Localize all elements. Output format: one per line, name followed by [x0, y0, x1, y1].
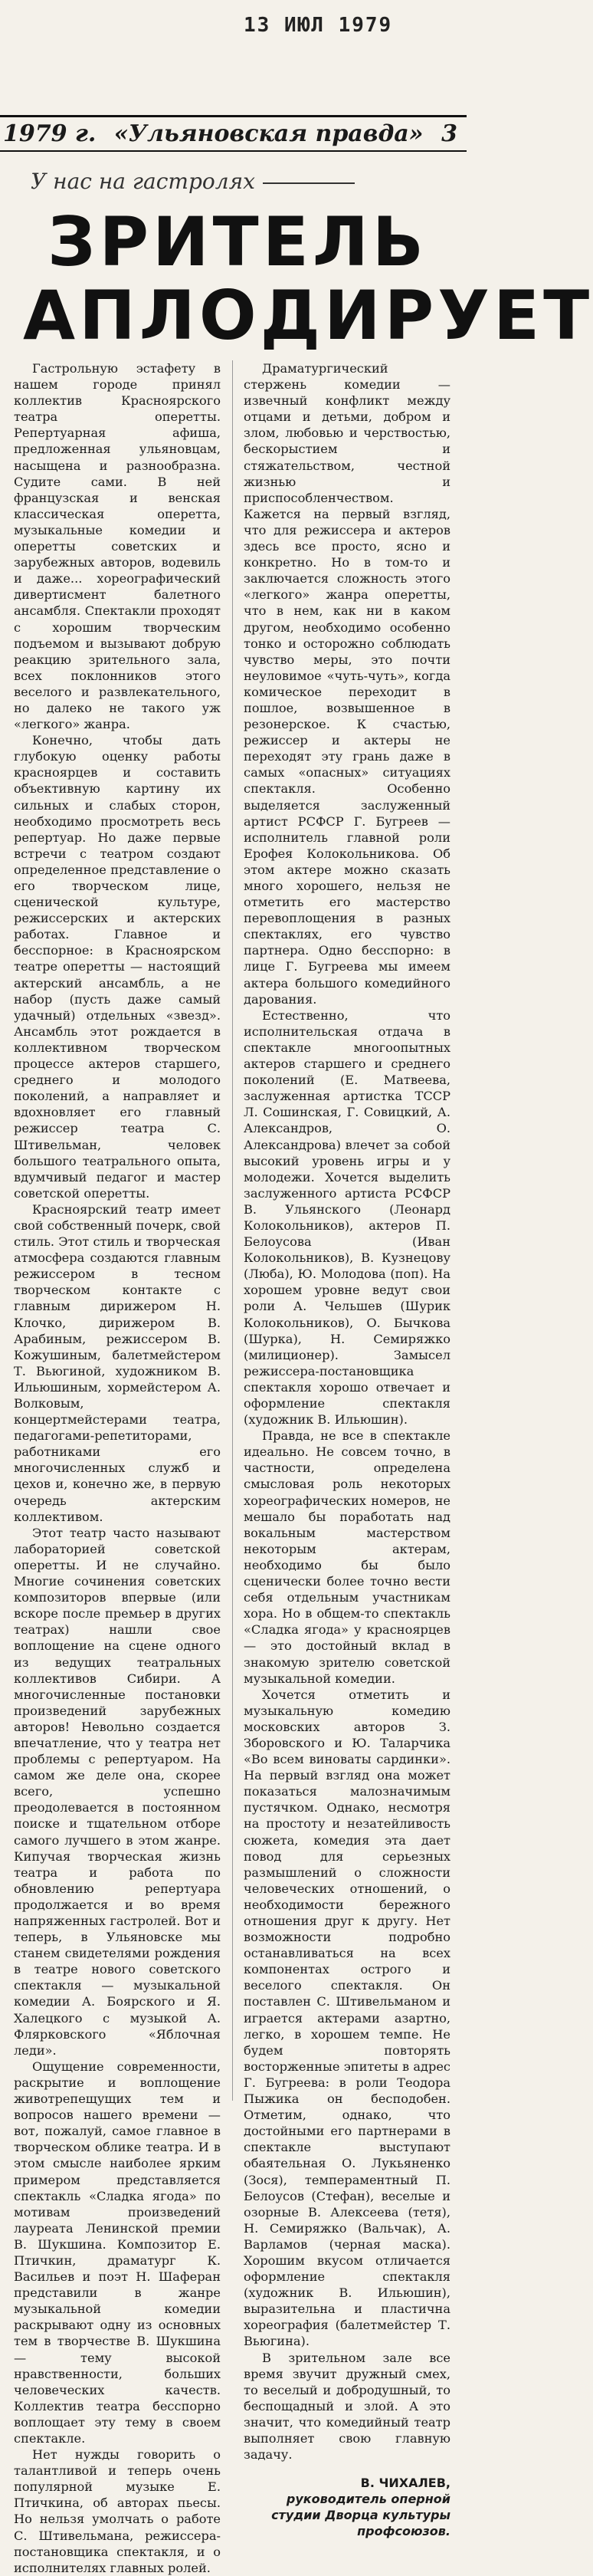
- paragraph: Конечно, чтобы дать глубокую оценку работы красноярцев и составить объективную картину их сильных и слабых сторон, необходимо просмотреть весь репертуар. Но даже первые встречи с театром создают определенное представление о его творческом лице, сценической культуре, режиссерских и актерских работах. Главное и бесспорное: в Красноярском театре оперетты — настоящий актерский ансамбль, а не набор (пусть даже самый удачный) отдельных «звезд». Ансамбль этот рождается в коллективном творческом процессе актеров старшего, среднего и молодого поколений, а направляет и вдохновляет его главный режиссер театра С. Штивельман, человек большого театрального опыта, вдумчивый педагог и мастер советской оперетты.: [14, 733, 221, 1201]
- header-newspaper-title: «Ульяновская правда»: [113, 120, 424, 147]
- rubric-rule: [263, 182, 355, 184]
- paragraph: Правда, не все в спектакле идеально. Не совсем точно, в частности, определена смысловая роль некоторых хореографических номеров, не мешало бы поработать над вокальным мастерством некоторым актерам, необходимо бы было сценически более точно вести себя отдельным участникам хора. Но в общем-то спектакль «Сладка ягода» у красноярцев — это достойный вклад в знакомую зрителю советской музыкальной комедии.: [244, 1428, 450, 1686]
- headline-line-2: АПЛОДИРУЕТ: [23, 276, 593, 355]
- paragraph: Хочется отметить и музыкальную комедию московских авторов З. Зборовского и Ю. Таларчика «Во всем виноваты сардинки». На первый взгляд она может показаться малозначимым пустячком. Однако, несмотря на простоту и незатейливость сюжета, комедия эта дает повод для серьезных размышлений о сложности человеческих отношений, о необходимости бережного отношения друг к другу. Нет возможности подробно останавливаться на всех компонентах острого и веселого спектакля. Он поставлен С. Штивельманом и играется актерами азартно, легко, в хорошем темпе. Не будем повторять восторженные эпитеты в адрес Г. Бугреева: в роли Теодора Пыжика он бесподобен. Отметим, однако, что достойными его партнерами в спектакле выступают обаятельная О. Лукьяненко (Зося), темпераментный П. Белоусов (Стефан), веселые и озорные В. Алексеева (тетя), Н. Семиряжко (Вальчак), А. Варламов (черная маска). Хорошим вкусом отличается оформление спектакля (художник В. Ильюшин), выразительна и пластична хореография (балетмейстер Т. Вьюгина).: [244, 1687, 450, 2349]
- header-year: 1979 г.: [3, 120, 97, 147]
- article-column-left: [14, 360, 221, 2576]
- paragraph: Естественно, что исполнительская отдача в спектакле многоопытных актеров старшего и среднего поколений (Е. Матвеева, заслуженная артистка ТССР Л. Сошинская, Г. Совицкий, А. Александров, О. Александрова) влечет за собой высокий уровень игры и у молодежи. Хочется выделить заслуженного артиста РСФСР В. Ульянского (Леонард Колокольников), актеров П. Белоусова (Иван Колокольников), В. Кузнецову (Люба), Ю. Молодова (поп). На хорошем уровне ведут свои роли А. Чельшев (Шурик Колокольников), О. Бычкова (Шурка), Н. Семиряжко (милиционер). Замысел режиссера-постановщика спектакля хорошо отвечает и оформление спектакля (художник В. Ильюшин).: [244, 1007, 450, 1428]
- author-name: В. ЧИХАЛЕВ,: [360, 2476, 450, 2491]
- paragraph: Красноярский театр имеет свой собственный почерк, свой стиль. Этот стиль и творческая атмосфера создаются главным режиссером в тесном творческом контакте с главным дирижером Н. Клочко, дирижером В. Арабиным, режиссером В. Кожушиным, балетмейстером Т. Вьюгиной, художником В. Ильюшиным, хормейстером А. Волковым, концертмейстерами театра, педагогами-репетиторами, работниками его многочисленных служб и цехов и, конечно же, в первую очередь актерским коллективом.: [14, 1201, 221, 1524]
- paragraph: Драматургический стержень комедии — извечный конфликт между отцами и детьми, добром и злом, любовью и черствостью, бескорыстием и стяжательством, честной жизнью и приспособленчеством. Кажется на первый взгляд, что для режиссера и актеров здесь все просто, ясно и конкретно. Но в том-то и заключается сложность этого «легкого» жанра оперетты, что в нем, как ни в каком другом, необходимо особенно тонко и осторожно соблюдать чувство меры, это почти неуловимое «чуть-чуть», когда комическое переходит в пошлое, возвышенное в резонерское. К счастью, режиссер и актеры не переходят эту грань даже в самых «опасных» ситуациях спектакля. Особенно выделяется заслуженный артист РСФСР Г. Бугреев — исполнитель главной роли Ерофея Колокольникова. Об этом актере можно сказать много хорошего, нельзя не отметить его мастерство перевоплощения в разных спектаклях, его чувство партнера. Одно бесспорно: в лице Г. Бугреева мы имеем актера большого комедийного дарования.: [244, 361, 450, 1007]
- article-headline: [23, 202, 593, 355]
- rubric-label: У нас на гастролях: [31, 169, 255, 194]
- column-divider: [232, 360, 233, 2101]
- headline-line-1: ЗРИТЕЛЬ: [48, 202, 428, 281]
- author-signature: [244, 2475, 450, 2539]
- date-stamp: 13 ИЮЛ 1979: [244, 14, 393, 37]
- paragraph: В зрительном зале все время звучит дружный смех, то веселый и добродушный, то беспощадный и злой. А это значит, что комедийный театр выполняет свою главную задачу.: [244, 2350, 450, 2463]
- rubric: [31, 169, 429, 194]
- article-column-right: [244, 360, 450, 2539]
- newspaper-header: [0, 115, 467, 152]
- paragraph: Нет нужды говорить о талантливой и теперь очень популярной музыке Е. Птичкина, об авторах пьесы. Но нельзя умолчать о работе С. Штивельмана, режиссера-постановщика спектакля, и о исполнителях главных ролей.: [14, 2447, 221, 2575]
- author-role: руководитель оперной студии Дворца культуры профсоюзов.: [271, 2492, 450, 2539]
- paragraph: Ощущение современности, раскрытие и воплощение животрепещущих тем и вопросов нашего времени — вот, пожалуй, самое главное в творческом облике театра. И в этом смысле наиболее ярким примером представляется спектакль «Сладка ягода» по мотивам произведений лауреата Ленинской премии В. Шукшина. Композитор Е. Птичкин, драматург К. Васильев и поэт Н. Шаферан представили в жанре музыкальной комедии раскрывают одну из основных тем в творчестве В. Шукшина — тему высокой нравственности, больших человеческих качеств. Коллектив театра бесспорно воплощает эту тему в своем спектакле.: [14, 2058, 221, 2446]
- paragraph: Этот театр часто называют лабораторией советской оперетты. И не случайно. Многие сочинения советских композиторов впервые (или вскоре после премьер в других театрах) нашли свое воплощение на сцене одного из ведущих театральных коллективов Сибири. А многочисленные постановки произведений зарубежных авторов! Невольно создается впечатление, что у театра нет проблемы с репертуаром. На самом же деле она, скорее всего, успешно преодолевается в постоянном поиске и тщательном отборе самого лучшего в этом жанре. Кипучая творческая жизнь театра и работа по обновлению репертуара продолжается и во время напряженных гастролей. Вот и теперь, в Ульяновске мы станем свидетелями рождения в театре нового советского спектакля — музыкальной комедии А. Боярского и Я. Халецкого с музыкой А. Флярковского «Яблочная леди».: [14, 1525, 221, 2058]
- paragraph: Гастрольную эстафету в нашем городе принял коллектив Красноярского театра оперетты. Репертуарная афиша, предложенная ульяновцам, насыщена и разнообразна. Судите сами. В ней французская и венская классическая оперетта, музыкальные комедии и оперетты советских и зарубежных авторов, водевиль и даже... хореографический дивертисмент балетного ансамбля. Спектакли проходят с хорошим творческим подъемом и вызывают добрую реакцию зрительного зала, всех поклонников этого веселого и развлекательного, но далеко не такого уж «легкого» жанра.: [14, 361, 221, 732]
- header-page-number: 3: [441, 120, 457, 147]
